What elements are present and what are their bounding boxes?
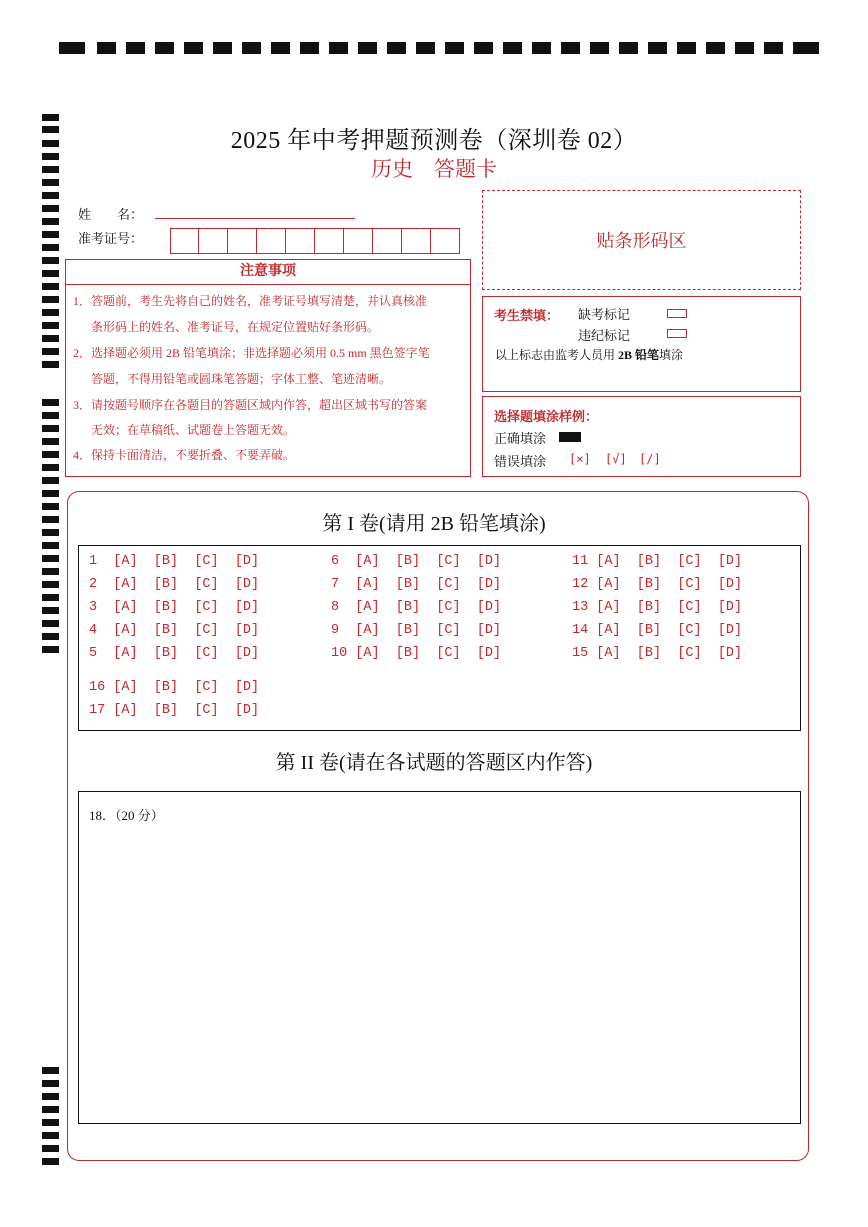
id-digit-box[interactable]: [257, 228, 286, 254]
notice-line: 3．请按题号顺序在各题目的答题区域内作答，超出区域书写的答案: [73, 398, 428, 412]
wrong-mark: [√]: [605, 452, 627, 466]
wrong-mark: [×]: [569, 452, 591, 466]
notice-line: 答题，不得用铅笔或圆珠笔答题；字体工整、笔迹清晰。: [91, 372, 392, 386]
id-digit-box[interactable]: [228, 228, 257, 254]
id-digit-box[interactable]: [402, 228, 431, 254]
violation-mark-box[interactable]: [667, 329, 687, 338]
id-digit-box[interactable]: [199, 228, 228, 254]
id-digit-box[interactable]: [315, 228, 344, 254]
choice-question[interactable]: 11 [A] [B] [C] [D]: [572, 554, 743, 569]
wrong-label: 错误填涂: [494, 454, 547, 469]
part2-title: 第 II 卷(请在各试题的答题区内作答): [275, 752, 593, 774]
notice-line: 1．答题前，考生先将自己的姓名，准考证号填写清楚，并认真核准: [73, 294, 428, 308]
correct-fill-sample: [559, 432, 581, 442]
choice-question[interactable]: 13 [A] [B] [C] [D]: [572, 600, 743, 615]
barcode-area: [482, 190, 801, 290]
id-digit-box[interactable]: [431, 228, 460, 254]
choice-question[interactable]: 4 [A] [B] [C] [D]: [89, 623, 260, 638]
notice-title: 注意事项: [65, 259, 471, 285]
note-prefix: 以上标志由监考人员用: [495, 348, 619, 362]
choice-question[interactable]: 5 [A] [B] [C] [D]: [89, 646, 260, 661]
id-digit-box[interactable]: [286, 228, 315, 254]
choice-question[interactable]: 2 [A] [B] [C] [D]: [89, 577, 260, 592]
id-digit-box[interactable]: [344, 228, 373, 254]
name-label: 姓 名：: [78, 207, 144, 222]
choice-question[interactable]: 8 [A] [B] [C] [D]: [331, 600, 502, 615]
name-field[interactable]: [155, 218, 355, 219]
absent-mark-box[interactable]: [667, 309, 687, 318]
q18-answer-area[interactable]: [78, 791, 801, 1124]
part1-title: 第 I 卷(请用 2B 铅笔填涂): [322, 513, 546, 535]
choice-question[interactable]: 14 [A] [B] [C] [D]: [572, 623, 743, 638]
id-digit-box[interactable]: [170, 228, 199, 254]
barcode-label: 贴条形码区: [596, 231, 687, 251]
notice-line: 2．选择题必须用 2B 铅笔填涂；非选择题必须用 0.5 mm 黑色签字笔: [73, 346, 430, 360]
id-label: 准考证号：: [78, 231, 144, 246]
page-subtitle: 历史 答题卡: [371, 157, 497, 181]
wrong-mark: [/]: [639, 452, 661, 466]
forbidden-title: 考生禁填：: [494, 309, 560, 324]
fill-sample-title: 选择题填涂样例：: [494, 410, 599, 425]
choice-question[interactable]: 15 [A] [B] [C] [D]: [572, 646, 743, 661]
choice-question[interactable]: 10 [A] [B] [C] [D]: [331, 646, 502, 661]
choice-question[interactable]: 6 [A] [B] [C] [D]: [331, 554, 502, 569]
notice-line: 条形码上的姓名、准考证号，在规定位置贴好条形码。: [91, 320, 380, 334]
forbidden-note: [495, 346, 683, 363]
correct-label: 正确填涂: [494, 431, 547, 446]
page-title: 2025 年中考押题预测卷（深圳卷 02）: [230, 128, 638, 154]
notice-line: 4．保持卡面清洁，不要折叠、不要弄破。: [73, 448, 296, 462]
choice-question[interactable]: 12 [A] [B] [C] [D]: [572, 577, 743, 592]
id-digit-box[interactable]: [373, 228, 402, 254]
note-bold: 2B 铅笔: [618, 348, 660, 362]
violation-label: 违纪标记: [578, 328, 631, 343]
q18-label: 18．（20 分）: [89, 808, 164, 823]
choice-question[interactable]: 9 [A] [B] [C] [D]: [331, 623, 502, 638]
choice-question[interactable]: 17 [A] [B] [C] [D]: [89, 703, 260, 718]
note-suffix: 填涂: [659, 348, 684, 362]
notice-line: 无效；在草稿纸、试题卷上答题无效。: [91, 423, 296, 437]
choice-question[interactable]: 7 [A] [B] [C] [D]: [331, 577, 502, 592]
absent-label: 缺考标记: [578, 307, 631, 322]
choice-question[interactable]: 1 [A] [B] [C] [D]: [89, 554, 260, 569]
choice-question[interactable]: 16 [A] [B] [C] [D]: [89, 680, 260, 695]
choice-question[interactable]: 3 [A] [B] [C] [D]: [89, 600, 260, 615]
